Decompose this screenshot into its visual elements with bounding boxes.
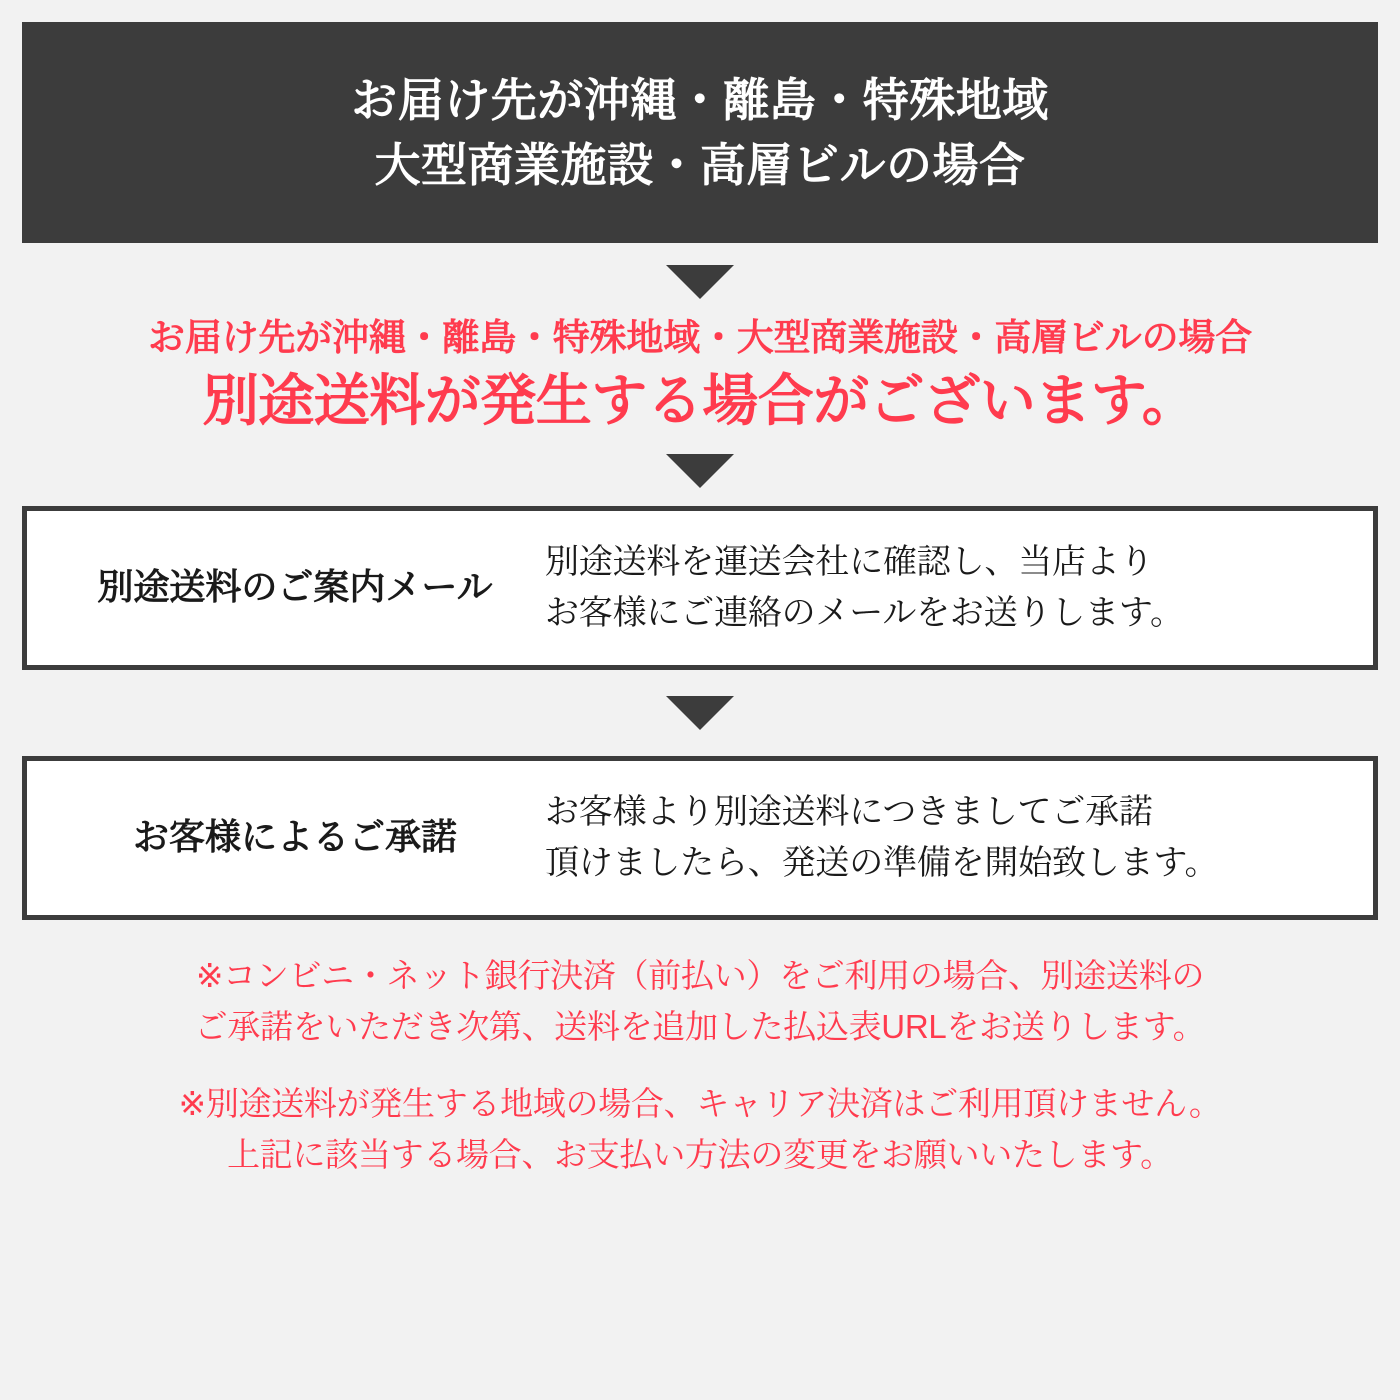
note-item [22,1078,1378,1180]
arrow-connector-3 [0,696,1400,730]
note-1-line-1: ※コンビニ・ネット銀行決済（前払い）をご利用の場合、別途送料の [195,956,1205,994]
note-1-line-2: ご承諾をいただき次第、送料を追加した払込表URLをお送りします。 [194,1007,1206,1045]
step-1-description-line-2: お客様にご連絡のメールをお送りします。 [545,593,1184,632]
step-1-description [545,537,1355,639]
note-2-line-1: ※別途送料が発生する地域の場合、キャリア決済はご利用頂けません。 [178,1084,1222,1122]
arrow-connector-1 [0,265,1400,299]
triangle-down-icon [666,454,734,488]
step-1-description-line-1: 別途送料を運送会社に確認し、当店より [545,542,1154,581]
header-title-line-2: 大型商業施設・高層ビルの場合 [374,139,1026,192]
step-box-email-notice [22,506,1378,670]
header-banner [22,22,1378,243]
arrow-connector-2 [0,454,1400,488]
step-2-label: お客様によるご承諾 [132,816,457,858]
notes-section [22,950,1378,1207]
header-title-line-1: お届け先が沖縄・離島・特殊地域 [351,74,1049,126]
step-box-customer-approval [22,756,1378,920]
triangle-down-icon [666,696,734,730]
note-2-line-2: 上記に該当する場合、お支払い方法の変更をお願いいたします。 [227,1136,1173,1174]
highlight-message [22,315,1378,438]
step-1-label: 別途送料のご案内メール [97,566,493,608]
step-2-description-line-1: お客様より別途送料につきましてご承諾 [545,792,1153,831]
highlight-subtitle: お届け先が沖縄・離島・特殊地域・大型商業施設・高層ビルの場合 [148,316,1252,358]
triangle-down-icon [666,265,734,299]
note-item [22,950,1378,1052]
highlight-headline: 別途送料が発生する場合がございます。 [202,368,1198,432]
step-2-description [545,787,1355,889]
step-2-description-line-2: 頂けましたら、発送の準備を開始致します。 [545,843,1219,882]
